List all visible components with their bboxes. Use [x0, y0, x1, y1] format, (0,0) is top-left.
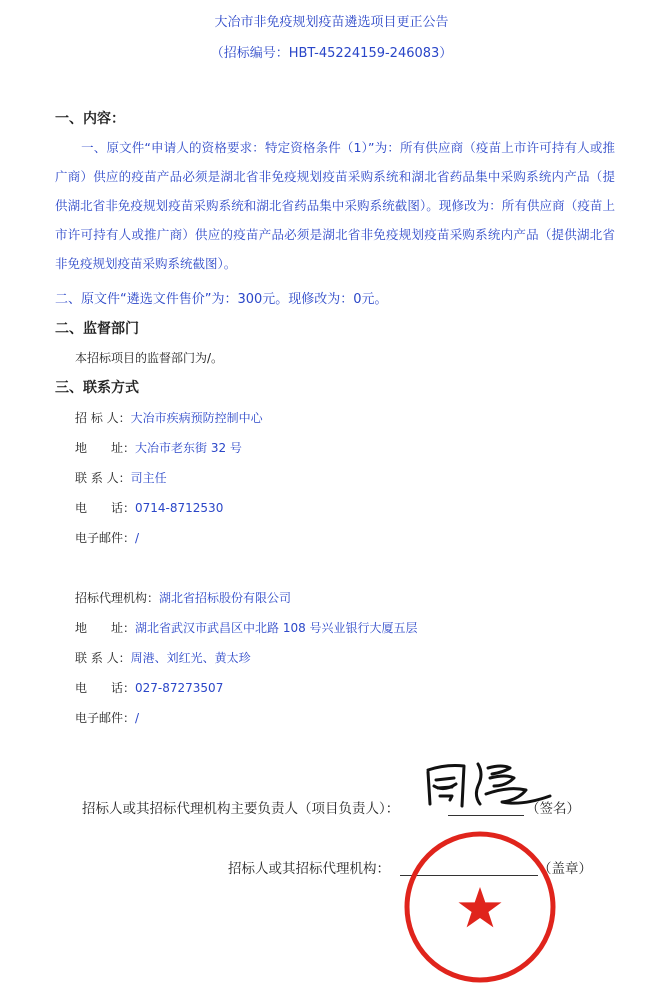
- tenderer-contact: 司主任: [130, 471, 167, 485]
- tenderer-name-row: [75, 409, 263, 426]
- tenderer-email-row: [75, 529, 139, 546]
- agency-address: 湖北省武汉市武昌区中北路 108 号兴业银行大厦五层: [135, 621, 418, 635]
- signature-underline: [448, 815, 524, 816]
- agency-email-label: 电子邮件：: [75, 711, 136, 725]
- tenderer-contact-row: [75, 469, 167, 486]
- tenderer-phone-row: [75, 499, 223, 516]
- page-title: 大冶市非免疫规划疫苗遴选项目更正公告: [214, 15, 449, 30]
- tenderer-name-label: 招 标 人：: [75, 411, 131, 425]
- tenderer-address: 大冶市老东街 32 号: [135, 441, 242, 455]
- stamp-suffix: （盖章）: [538, 861, 592, 877]
- supervision-heading: 二、监督部门: [55, 321, 139, 337]
- tenderer-name: 大冶市疾病预防控制中心: [130, 411, 263, 425]
- tenderer-phone-label: 电 话：: [75, 501, 136, 515]
- tenderer-email: /: [135, 531, 140, 545]
- agency-phone: 027-87273507: [135, 681, 224, 695]
- tenderer-address-row: [75, 439, 242, 456]
- tenderer-contact-label: 联 系 人：: [75, 471, 131, 485]
- agency-address-row: [75, 619, 418, 636]
- contact-heading: 三、联系方式: [55, 380, 139, 396]
- agency-email-row: [75, 709, 139, 726]
- content-paragraph-1: [55, 133, 615, 278]
- tenderer-phone: 0714-8712530: [135, 501, 224, 515]
- signature-label: 招标人或其招标代理机构主要负责人（项目负责人）：: [82, 801, 400, 817]
- agency-email: /: [135, 711, 140, 725]
- agency-contact-label: 联 系 人：: [75, 651, 131, 665]
- tenderer-email-label: 电子邮件：: [75, 531, 136, 545]
- tender-code: （招标编号：HBT-45224159-246083）: [210, 46, 453, 61]
- agency-phone-row: [75, 679, 223, 696]
- handwritten-signature-icon: [418, 756, 558, 814]
- agency-contact-row: [75, 649, 251, 666]
- supervision-text: 本招标项目的监督部门为/。: [75, 351, 224, 365]
- tenderer-address-label: 地 址：: [75, 441, 136, 455]
- content-paragraph-2: 二、原文件“遴选文件售价”为：300元。现修改为：0元。: [55, 292, 388, 307]
- agency-name-label: 招标代理机构：: [75, 591, 160, 605]
- content-heading: 一、内容：: [55, 111, 125, 127]
- agency-phone-label: 电 话：: [75, 681, 136, 695]
- agency-contact: 周港、刘红光、黄太珍: [130, 651, 251, 665]
- stamp-label: 招标人或其招标代理机构：: [228, 861, 390, 877]
- agency-name-row: [75, 589, 291, 606]
- agency-address-label: 地 址：: [75, 621, 136, 635]
- content-paragraph-1-text: 一、原文件“申请人的资格要求：特定资格条件（1）”为：所有供应商（疫苗上市许可持有人或推广商）供应的疫苗产品必须是湖北省非免疫规划疫苗采购系统和湖北省药品集中采购系统内产品（提供湖北省非免疫规划疫苗采购系统和湖北省药品集中采购系统截图）。现修改为：所有供应商（疫苗上市许可持有人或推广商）供应的疫苗产品必须是湖北省非免疫规划疫苗采购系统内产品（提供湖北省非免疫规划疫苗采购系统截图）。: [55, 140, 615, 271]
- agency-name: 湖北省招标股份有限公司: [159, 591, 292, 605]
- signature-suffix: （签名）: [526, 801, 580, 817]
- company-seal-icon: [402, 829, 558, 985]
